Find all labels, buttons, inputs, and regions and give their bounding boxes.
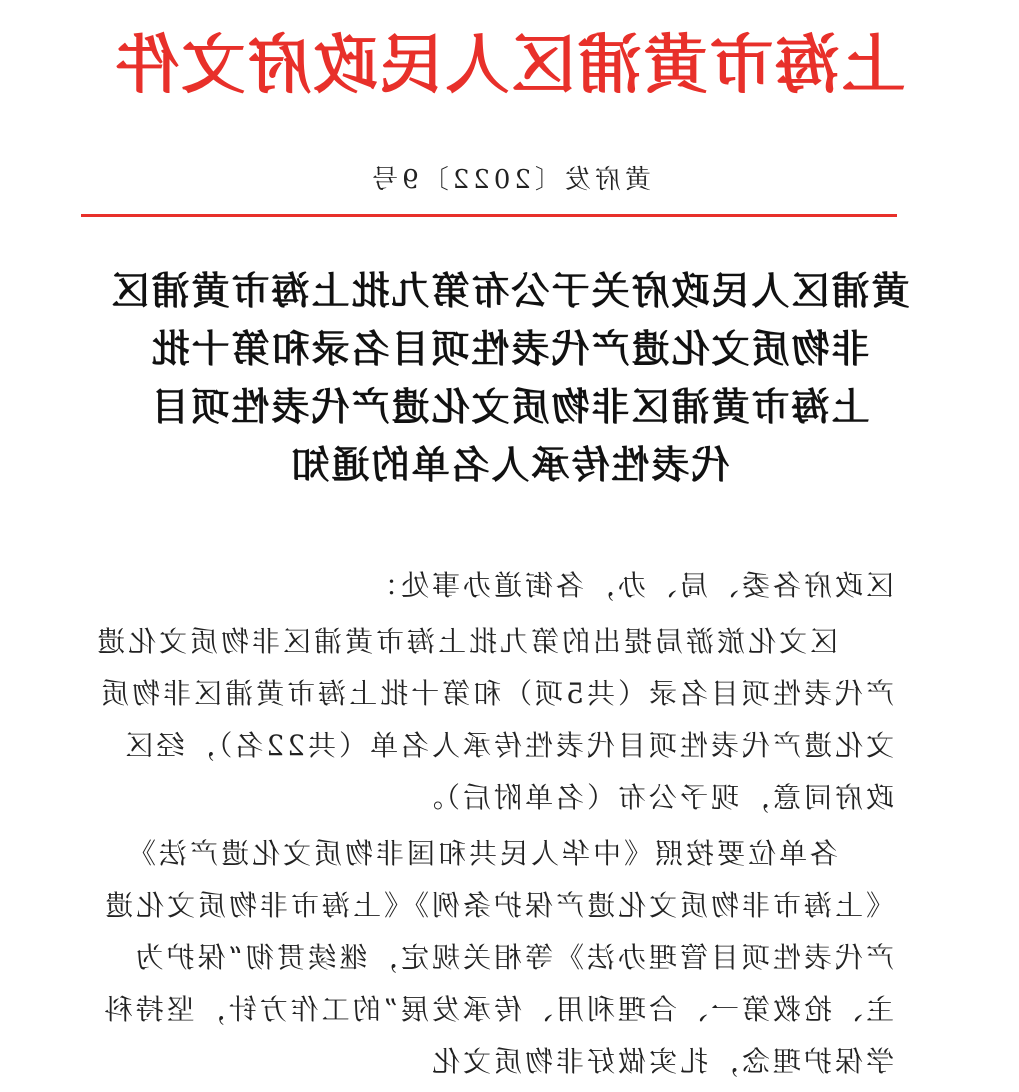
salutation: 区政府各委、局、办，各街道办事处：: [366, 569, 894, 602]
notice-title-line: 上海市黄浦区非物质文化遗产代表性项目: [149, 385, 870, 429]
document-body: [94, 560, 894, 1092]
header-divider: [81, 214, 897, 217]
notice-title-line: 代表性传承人名单的通知: [289, 443, 730, 487]
notice-title-line: 非物质文化遗产代表性项目名录和第十批: [149, 327, 870, 371]
body-paragraph: 各单位要按照《中华人民共和国非物质文化遗产法》《上海市非物质文化遗产保护条例》《上海市非物质文化遗产代表性项目管理办法》等相关规定，继续贯彻“保护为主、抢救第一、合理利用、传承发展”的工作方针，坚持科学保护理念，扎实做好非物质文化: [101, 837, 894, 1078]
notice-title: [100, 262, 919, 494]
document-number: 黄府发〔2022〕9号: [368, 165, 651, 195]
body-paragraph: 区文化旅游局提出的第九批上海市黄浦区非物质文化遗产代表性项目名录（共5项）和第十批上海市黄浦区非物质文化遗产代表性项目代表性传承人名单（共22名），经区政府同意，现予公布（名单附后）。: [93, 625, 894, 814]
document-header-title: 上海市黄浦区人民政府文件: [113, 28, 906, 103]
notice-title-line: 黄浦区人民政府关于公布第九批上海市黄浦区: [109, 269, 910, 313]
